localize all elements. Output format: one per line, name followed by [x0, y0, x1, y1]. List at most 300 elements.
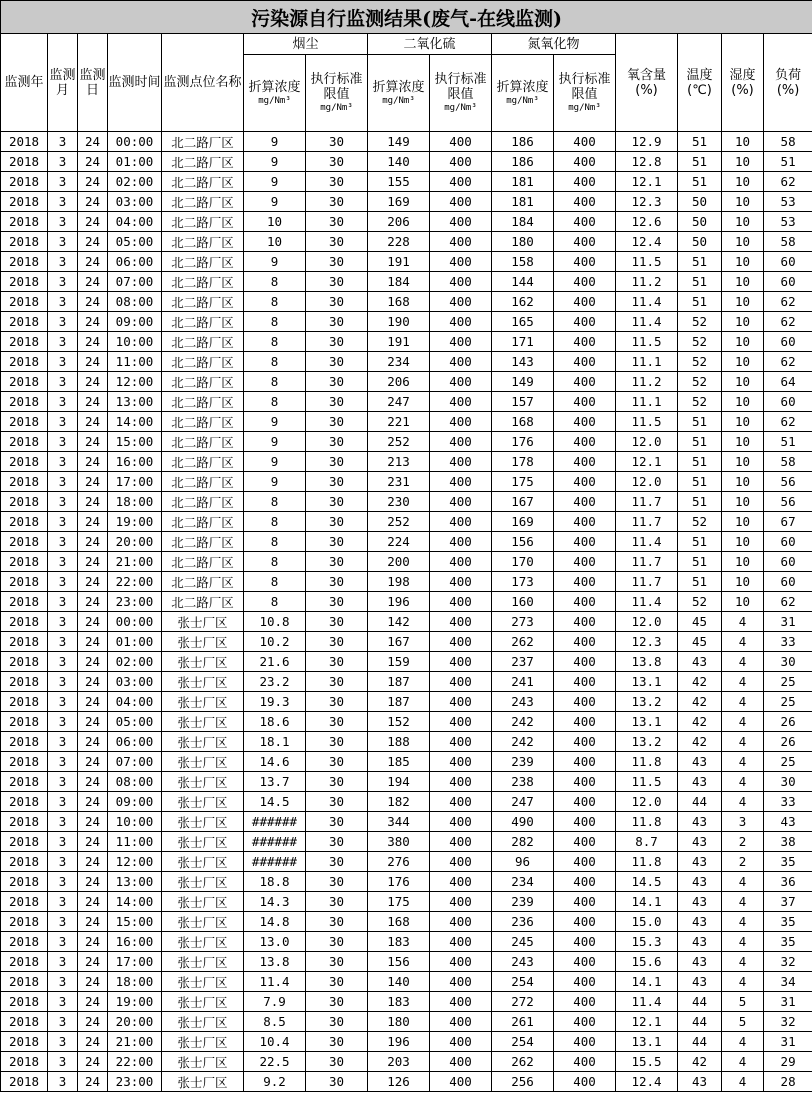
cell-site: 张士厂区: [162, 712, 244, 732]
cell-month: 3: [48, 572, 78, 592]
cell-so2-limit: 400: [430, 132, 492, 152]
table-row: [1, 732, 812, 752]
cell-nox-limit: 400: [554, 492, 616, 512]
table-row: [1, 192, 812, 212]
cell-temp: 52: [678, 312, 722, 332]
cell-day: 24: [78, 652, 108, 672]
cell-day: 24: [78, 432, 108, 452]
cell-site: 张士厂区: [162, 912, 244, 932]
cell-day: 24: [78, 532, 108, 552]
cell-oxygen: 13.1: [616, 712, 678, 732]
cell-nox-limit: 400: [554, 712, 616, 732]
cell-nox-conc: 186: [492, 132, 554, 152]
cell-so2-limit: 400: [430, 992, 492, 1012]
cell-month: 3: [48, 752, 78, 772]
cell-smoke-limit: 30: [306, 312, 368, 332]
cell-so2-limit: 400: [430, 1012, 492, 1032]
cell-temp: 51: [678, 452, 722, 472]
unit-label: mg/Nm³: [382, 95, 415, 106]
cell-time: 21:00: [108, 552, 162, 572]
cell-year: 2018: [1, 832, 48, 852]
limit-label: 执行标准限值: [558, 72, 611, 102]
cell-so2-conc: 169: [368, 192, 430, 212]
unit-label: mg/Nm³: [506, 95, 539, 106]
cell-load: 60: [764, 392, 812, 412]
table-row: [1, 612, 812, 632]
cell-nox-conc: 181: [492, 172, 554, 192]
cell-day: 24: [78, 372, 108, 392]
cell-smoke-conc: 10.4: [244, 1032, 306, 1052]
cell-so2-limit: 400: [430, 332, 492, 352]
cell-smoke-limit: 30: [306, 212, 368, 232]
cell-month: 3: [48, 672, 78, 692]
cell-oxygen: 11.4: [616, 312, 678, 332]
cell-site: 北二路厂区: [162, 372, 244, 392]
table-row: [1, 172, 812, 192]
table-row: [1, 392, 812, 412]
cell-nox-conc: 165: [492, 312, 554, 332]
cell-temp: 51: [678, 492, 722, 512]
cell-year: 2018: [1, 792, 48, 812]
cell-nox-conc: 169: [492, 512, 554, 532]
table-row: [1, 572, 812, 592]
cell-smoke-conc: 8: [244, 552, 306, 572]
cell-time: 01:00: [108, 152, 162, 172]
table-row: [1, 452, 812, 472]
cell-nox-conc: 184: [492, 212, 554, 232]
cell-nox-conc: 243: [492, 692, 554, 712]
cell-smoke-limit: 30: [306, 132, 368, 152]
cell-smoke-limit: 30: [306, 492, 368, 512]
cell-smoke-conc: 11.4: [244, 972, 306, 992]
cell-nox-limit: 400: [554, 872, 616, 892]
cell-time: 23:00: [108, 1072, 162, 1092]
cell-load: 62: [764, 412, 812, 432]
cell-month: 3: [48, 872, 78, 892]
cell-nox-conc: 176: [492, 432, 554, 452]
cell-so2-conc: 187: [368, 672, 430, 692]
cell-smoke-limit: 30: [306, 372, 368, 392]
table-row: [1, 752, 812, 772]
cell-smoke-conc: 8: [244, 392, 306, 412]
cell-site: 张士厂区: [162, 852, 244, 872]
cell-temp: 42: [678, 672, 722, 692]
cell-nox-limit: 400: [554, 832, 616, 852]
cell-oxygen: 12.0: [616, 472, 678, 492]
cell-day: 24: [78, 132, 108, 152]
cell-month: 3: [48, 732, 78, 752]
cell-so2-limit: 400: [430, 392, 492, 412]
cell-month: 3: [48, 152, 78, 172]
cell-nox-conc: 144: [492, 272, 554, 292]
cell-nox-limit: 400: [554, 952, 616, 972]
cell-smoke-conc: 10.2: [244, 632, 306, 652]
cell-so2-limit: 400: [430, 872, 492, 892]
cell-nox-limit: 400: [554, 452, 616, 472]
unit-label: mg/Nm³: [444, 103, 477, 113]
cell-site: 北二路厂区: [162, 312, 244, 332]
cell-so2-limit: 400: [430, 812, 492, 832]
cell-humidity: 10: [722, 472, 764, 492]
cell-so2-limit: 400: [430, 652, 492, 672]
cell-smoke-conc: 18.8: [244, 872, 306, 892]
cell-humidity: 2: [722, 852, 764, 872]
cell-oxygen: 14.5: [616, 872, 678, 892]
cell-smoke-limit: 30: [306, 912, 368, 932]
cell-nox-conc: 242: [492, 712, 554, 732]
cell-load: 34: [764, 972, 812, 992]
cell-nox-limit: 400: [554, 652, 616, 672]
cell-site: 张士厂区: [162, 692, 244, 712]
cell-day: 24: [78, 312, 108, 332]
cell-smoke-conc: 8: [244, 592, 306, 612]
cell-site: 张士厂区: [162, 732, 244, 752]
cell-smoke-limit: 30: [306, 972, 368, 992]
cell-month: 3: [48, 252, 78, 272]
cell-oxygen: 8.7: [616, 832, 678, 852]
cell-so2-limit: 400: [430, 972, 492, 992]
cell-nox-conc: 160: [492, 592, 554, 612]
cell-smoke-conc: 9: [244, 432, 306, 452]
cell-load: 43: [764, 812, 812, 832]
cell-site: 张士厂区: [162, 772, 244, 792]
cell-load: 60: [764, 252, 812, 272]
cell-nox-limit: 400: [554, 672, 616, 692]
cell-day: 24: [78, 932, 108, 952]
cell-year: 2018: [1, 972, 48, 992]
cell-smoke-conc: 8: [244, 312, 306, 332]
cell-oxygen: 13.2: [616, 732, 678, 752]
cell-load: 60: [764, 332, 812, 352]
cell-nox-limit: 400: [554, 472, 616, 492]
cell-humidity: 10: [722, 412, 764, 432]
cell-nox-limit: 400: [554, 292, 616, 312]
cell-so2-limit: 400: [430, 852, 492, 872]
cell-smoke-conc: 23.2: [244, 672, 306, 692]
cell-site: 张士厂区: [162, 972, 244, 992]
cell-so2-limit: 400: [430, 792, 492, 812]
cell-nox-limit: 400: [554, 272, 616, 292]
cell-time: 08:00: [108, 772, 162, 792]
cell-so2-limit: 400: [430, 712, 492, 732]
cell-so2-conc: 196: [368, 592, 430, 612]
cell-oxygen: 11.8: [616, 812, 678, 832]
cell-month: 3: [48, 492, 78, 512]
cell-site: 北二路厂区: [162, 252, 244, 272]
cell-oxygen: 12.8: [616, 152, 678, 172]
cell-smoke-conc: 21.6: [244, 652, 306, 672]
table-row: [1, 152, 812, 172]
cell-nox-limit: 400: [554, 232, 616, 252]
table-row: [1, 872, 812, 892]
cell-site: 张士厂区: [162, 952, 244, 972]
cell-load: 33: [764, 792, 812, 812]
header-smoke-conc: [244, 55, 306, 132]
cell-month: 3: [48, 992, 78, 1012]
cell-temp: 44: [678, 792, 722, 812]
cell-smoke-limit: 30: [306, 152, 368, 172]
cell-day: 24: [78, 732, 108, 752]
cell-time: 14:00: [108, 892, 162, 912]
cell-humidity: 10: [722, 312, 764, 332]
cell-so2-conc: 184: [368, 272, 430, 292]
cell-nox-conc: 168: [492, 412, 554, 432]
cell-temp: 43: [678, 932, 722, 952]
cell-humidity: 5: [722, 1012, 764, 1032]
cell-month: 3: [48, 512, 78, 532]
cell-month: 3: [48, 972, 78, 992]
cell-so2-conc: 276: [368, 852, 430, 872]
cell-time: 19:00: [108, 992, 162, 1012]
cell-temp: 52: [678, 392, 722, 412]
cell-month: 3: [48, 192, 78, 212]
cell-time: 16:00: [108, 932, 162, 952]
cell-so2-limit: 400: [430, 172, 492, 192]
cell-humidity: 4: [722, 752, 764, 772]
cell-nox-conc: 254: [492, 972, 554, 992]
cell-so2-limit: 400: [430, 232, 492, 252]
cell-year: 2018: [1, 812, 48, 832]
cell-smoke-limit: 30: [306, 772, 368, 792]
cell-day: 24: [78, 912, 108, 932]
cell-year: 2018: [1, 212, 48, 232]
cell-humidity: 5: [722, 992, 764, 1012]
cell-year: 2018: [1, 572, 48, 592]
cell-nox-conc: 262: [492, 632, 554, 652]
cell-oxygen: 11.2: [616, 372, 678, 392]
cell-time: 07:00: [108, 752, 162, 772]
cell-oxygen: 11.4: [616, 532, 678, 552]
cell-humidity: 10: [722, 172, 764, 192]
cell-month: 3: [48, 812, 78, 832]
cell-oxygen: 11.2: [616, 272, 678, 292]
cell-smoke-conc: 22.5: [244, 1052, 306, 1072]
cell-day: 24: [78, 952, 108, 972]
cell-site: 北二路厂区: [162, 152, 244, 172]
cell-humidity: 4: [722, 772, 764, 792]
table-row: [1, 812, 812, 832]
cell-year: 2018: [1, 692, 48, 712]
cell-temp: 51: [678, 552, 722, 572]
cell-so2-conc: 152: [368, 712, 430, 732]
header-smoke-limit: [306, 55, 368, 132]
cell-time: 05:00: [108, 232, 162, 252]
cell-nox-conc: 256: [492, 1072, 554, 1092]
cell-load: 60: [764, 272, 812, 292]
cell-day: 24: [78, 692, 108, 712]
cell-oxygen: 11.7: [616, 552, 678, 572]
cell-so2-conc: 196: [368, 1032, 430, 1052]
cell-smoke-limit: 30: [306, 672, 368, 692]
cell-day: 24: [78, 792, 108, 812]
cell-smoke-conc: 8: [244, 332, 306, 352]
table-row: [1, 832, 812, 852]
cell-temp: 51: [678, 432, 722, 452]
cell-site: 北二路厂区: [162, 512, 244, 532]
cell-month: 3: [48, 232, 78, 252]
cell-month: 3: [48, 412, 78, 432]
cell-smoke-limit: 30: [306, 892, 368, 912]
cell-smoke-conc: 9: [244, 152, 306, 172]
cell-time: 03:00: [108, 672, 162, 692]
table-row: [1, 792, 812, 812]
cell-time: 22:00: [108, 572, 162, 592]
cell-smoke-limit: 30: [306, 632, 368, 652]
cell-month: 3: [48, 312, 78, 332]
cell-temp: 51: [678, 132, 722, 152]
cell-nox-conc: 247: [492, 792, 554, 812]
cell-humidity: 10: [722, 432, 764, 452]
cell-temp: 43: [678, 832, 722, 852]
cell-year: 2018: [1, 272, 48, 292]
table-row: [1, 692, 812, 712]
cell-site: 张士厂区: [162, 632, 244, 652]
cell-oxygen: 11.7: [616, 492, 678, 512]
cell-smoke-limit: 30: [306, 832, 368, 852]
cell-so2-limit: 400: [430, 892, 492, 912]
cell-time: 16:00: [108, 452, 162, 472]
cell-day: 24: [78, 992, 108, 1012]
cell-smoke-limit: 30: [306, 332, 368, 352]
cell-site: 张士厂区: [162, 752, 244, 772]
cell-so2-limit: 400: [430, 572, 492, 592]
cell-time: 10:00: [108, 332, 162, 352]
cell-month: 3: [48, 532, 78, 552]
cell-smoke-limit: 30: [306, 812, 368, 832]
cell-humidity: 4: [722, 632, 764, 652]
cell-year: 2018: [1, 772, 48, 792]
cell-month: 3: [48, 612, 78, 632]
cell-month: 3: [48, 272, 78, 292]
cell-time: 22:00: [108, 1052, 162, 1072]
cell-so2-conc: 188: [368, 732, 430, 752]
cell-so2-limit: 400: [430, 912, 492, 932]
cell-time: 02:00: [108, 172, 162, 192]
cell-nox-limit: 400: [554, 192, 616, 212]
cell-year: 2018: [1, 172, 48, 192]
cell-humidity: 10: [722, 192, 764, 212]
cell-nox-conc: 175: [492, 472, 554, 492]
cell-year: 2018: [1, 472, 48, 492]
cell-humidity: 4: [722, 932, 764, 952]
cell-nox-conc: 241: [492, 672, 554, 692]
cell-oxygen: 13.8: [616, 652, 678, 672]
cell-year: 2018: [1, 332, 48, 352]
cell-smoke-conc: 8.5: [244, 1012, 306, 1032]
cell-day: 24: [78, 1052, 108, 1072]
cell-so2-limit: 400: [430, 632, 492, 652]
cell-smoke-conc: ######: [244, 852, 306, 872]
cell-humidity: 4: [722, 672, 764, 692]
conc-label: 折算浓度: [248, 79, 301, 95]
cell-nox-limit: 400: [554, 912, 616, 932]
cell-load: 67: [764, 512, 812, 532]
cell-day: 24: [78, 772, 108, 792]
table-row: [1, 772, 812, 792]
cell-so2-conc: 198: [368, 572, 430, 592]
cell-year: 2018: [1, 712, 48, 732]
cell-load: 30: [764, 772, 812, 792]
cell-time: 11:00: [108, 832, 162, 852]
cell-smoke-limit: 30: [306, 392, 368, 412]
cell-time: 01:00: [108, 632, 162, 652]
cell-smoke-conc: 9: [244, 132, 306, 152]
cell-oxygen: 11.7: [616, 512, 678, 532]
cell-smoke-conc: 13.7: [244, 772, 306, 792]
cell-so2-limit: 400: [430, 512, 492, 532]
cell-nox-conc: 239: [492, 752, 554, 772]
cell-so2-conc: 183: [368, 992, 430, 1012]
cell-oxygen: 11.5: [616, 252, 678, 272]
cell-month: 3: [48, 1072, 78, 1092]
cell-year: 2018: [1, 992, 48, 1012]
cell-humidity: 4: [722, 1072, 764, 1092]
cell-year: 2018: [1, 752, 48, 772]
cell-so2-limit: 400: [430, 292, 492, 312]
unit-label: mg/Nm³: [568, 103, 601, 113]
cell-temp: 43: [678, 892, 722, 912]
cell-day: 24: [78, 1012, 108, 1032]
cell-smoke-conc: 8: [244, 372, 306, 392]
cell-so2-conc: 140: [368, 152, 430, 172]
cell-load: 56: [764, 472, 812, 492]
cell-site: 北二路厂区: [162, 212, 244, 232]
cell-site: 北二路厂区: [162, 492, 244, 512]
cell-smoke-conc: 8: [244, 272, 306, 292]
cell-smoke-conc: 8: [244, 292, 306, 312]
cell-nox-limit: 400: [554, 892, 616, 912]
cell-smoke-limit: 30: [306, 592, 368, 612]
cell-temp: 42: [678, 732, 722, 752]
cell-nox-limit: 400: [554, 392, 616, 412]
cell-site: 北二路厂区: [162, 132, 244, 152]
cell-nox-limit: 400: [554, 552, 616, 572]
cell-load: 35: [764, 852, 812, 872]
cell-temp: 43: [678, 752, 722, 772]
cell-smoke-limit: 30: [306, 472, 368, 492]
cell-smoke-conc: 8: [244, 532, 306, 552]
cell-site: 北二路厂区: [162, 232, 244, 252]
cell-smoke-conc: 8: [244, 572, 306, 592]
cell-temp: 43: [678, 912, 722, 932]
cell-year: 2018: [1, 412, 48, 432]
cell-day: 24: [78, 392, 108, 412]
cell-day: 24: [78, 1072, 108, 1092]
cell-site: 北二路厂区: [162, 292, 244, 312]
cell-site: 张士厂区: [162, 672, 244, 692]
cell-time: 20:00: [108, 1012, 162, 1032]
cell-so2-limit: 400: [430, 212, 492, 232]
cell-so2-conc: 252: [368, 512, 430, 532]
cell-oxygen: 12.1: [616, 1012, 678, 1032]
cell-so2-limit: 400: [430, 412, 492, 432]
cell-so2-conc: 126: [368, 1072, 430, 1092]
cell-humidity: 3: [722, 812, 764, 832]
cell-temp: 43: [678, 772, 722, 792]
cell-site: 张士厂区: [162, 1012, 244, 1032]
cell-site: 北二路厂区: [162, 432, 244, 452]
cell-humidity: 10: [722, 492, 764, 512]
header-day: 监测日: [78, 34, 108, 132]
cell-month: 3: [48, 372, 78, 392]
cell-temp: 51: [678, 532, 722, 552]
cell-time: 12:00: [108, 372, 162, 392]
cell-year: 2018: [1, 652, 48, 672]
cell-temp: 52: [678, 332, 722, 352]
cell-time: 13:00: [108, 392, 162, 412]
cell-oxygen: 15.6: [616, 952, 678, 972]
cell-year: 2018: [1, 872, 48, 892]
